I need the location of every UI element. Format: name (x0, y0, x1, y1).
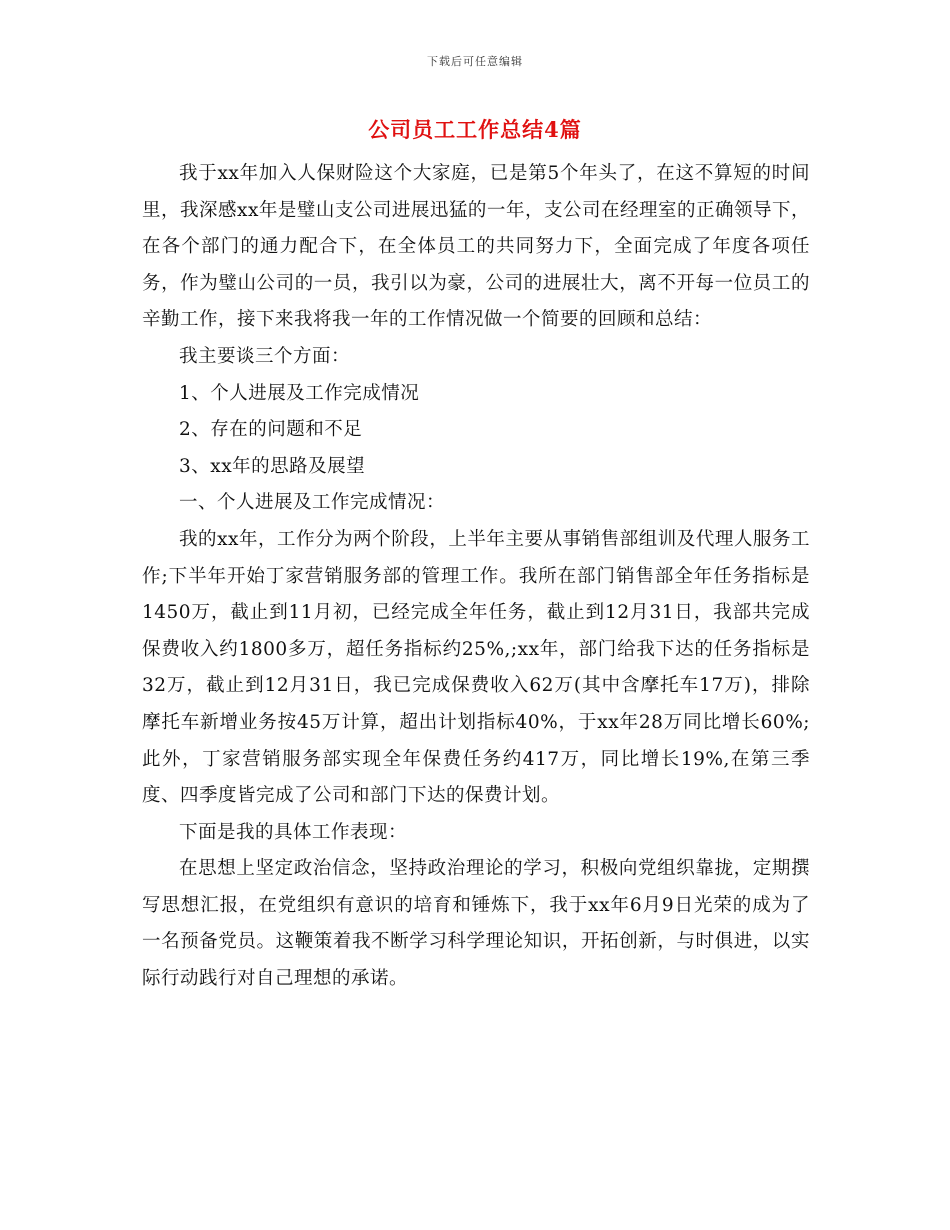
paragraph-three-aspects: 我主要谈三个方面： (179, 345, 351, 367)
section-heading-1: 一、个人进展及工作完成情况： (179, 492, 446, 514)
document-title: 公司员工工作总结4篇 (368, 117, 582, 142)
paragraph-work-performance: 下面是我的具体工作表现： (179, 821, 408, 843)
list-item-2: 2、存在的问题和不足 (179, 419, 363, 441)
paragraph-intro: 我于xx年加入人保财险这个大家庭，已是第5个年头了，在这不算短的时间里，我深感xx年是璧山支公司进展迅猛的一年，支公司在经理室的正确领导下，在各个部门的通力配合下，在全体员工的共同努力下，全面完成了年度各项任务，作为璧山公司的一员，我引以为豪，公司的进展壮大，离不开每一位员工的辛勤工作，接下来我将我一年的工作情况做一个简要的回顾和总结： (142, 163, 810, 331)
paragraph-work-summary: 我的xx年，工作分为两个阶段，上半年主要从事销售部组训及代理人服务工作;下半年开始丁家营销服务部的管理工作。我所在部门销售部全年任务指标是1450万，截止到11月初，已经完成全年任务，截止到12月31日，我部共完成保费收入约1800多万，超任务指标约25%,;xx年，部门给我下达的任务指标是32万，截止到12月31日，我已完成保费收入62万(其中含摩托车17万)，排除摩托车新增业务按45万计算，超出计划指标40%，于xx年28万同比增长60%;此外，丁家营销服务部实现全年保费任务约417万，同比增长19%,在第三季度、四季度皆完成了公司和部门下达的保费计划。 (142, 528, 810, 807)
paragraph-political: 在思想上坚定政治信念，坚持政治理论的学习，积极向党组织靠拢，定期撰写思想汇报，在党组织有意识的培育和锤炼下，我于xx年6月9日光荣的成为了一名预备党员。这鞭策着我不断学习科学理论知识，开拓创新，与时俱进，以实际行动践行对自己理想的承诺。 (142, 858, 810, 990)
document-body (142, 156, 810, 998)
page-header: 下载后可任意编辑 (427, 55, 523, 68)
list-item-3: 3、xx年的思路及展望 (179, 455, 366, 477)
list-item-1: 1、个人进展及工作完成情况 (179, 382, 420, 404)
